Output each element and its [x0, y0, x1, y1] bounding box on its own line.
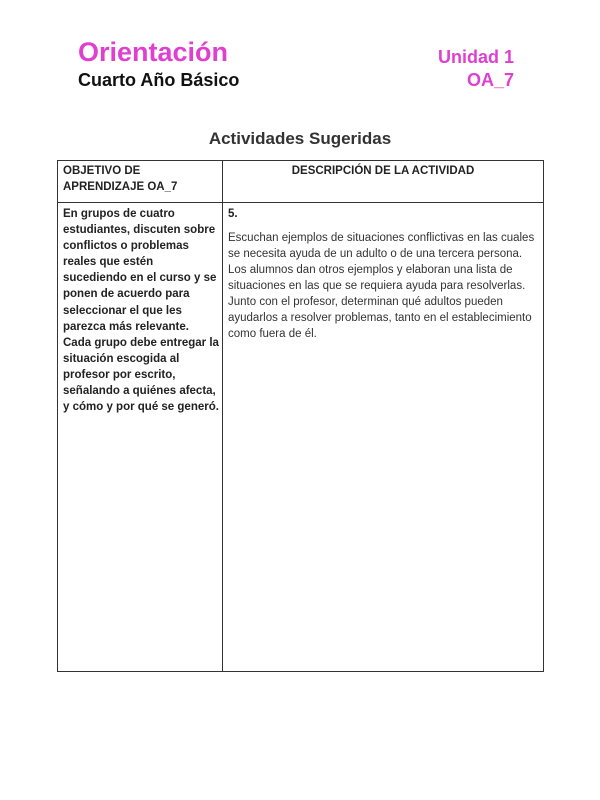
page-header: [78, 36, 518, 96]
grade-level: Cuarto Año Básico: [78, 70, 240, 90]
unit-label: Unidad 1: [437, 47, 514, 67]
activity-number: 5.: [228, 208, 238, 220]
objective-column-header: OBJETIVO DE APRENDIZAJE OA_7: [63, 165, 178, 193]
table-header-row: [58, 161, 543, 203]
description-column-header: DESCRIPCIÓN DE LA ACTIVIDAD: [291, 165, 475, 177]
section-title: Actividades Sugeridas: [208, 129, 392, 148]
subject-title: Orientación: [78, 37, 229, 67]
objective-text: En grupos de cuatro estudiantes, discuten sobre conflictos o problemas reales que estén sucediendo en el curso y se ponen de acuerdo para seleccionar el que les parezca más relevante. Cada grupo debe entregar la situación escogida al profesor por escrito, señalando a quiénes afecta, y cómo y por qué se generó.: [63, 208, 219, 414]
activity-description: Escuchan ejemplos de situaciones conflictivas en las cuales se necesita ayuda de un adulto o de una tercera persona. Los alumnos dan otros ejemplos y elaboran una lista de situaciones en las que se requiera ayuda para resolverlas. Junto con el profesor, determinan qué adultos pueden ayudarlos a resolver problemas, tanto en el establecimiento como fuera de él.: [228, 232, 535, 340]
column-divider: [222, 161, 223, 671]
oa-label: OA_7: [466, 70, 514, 90]
activity-table: [57, 160, 544, 672]
